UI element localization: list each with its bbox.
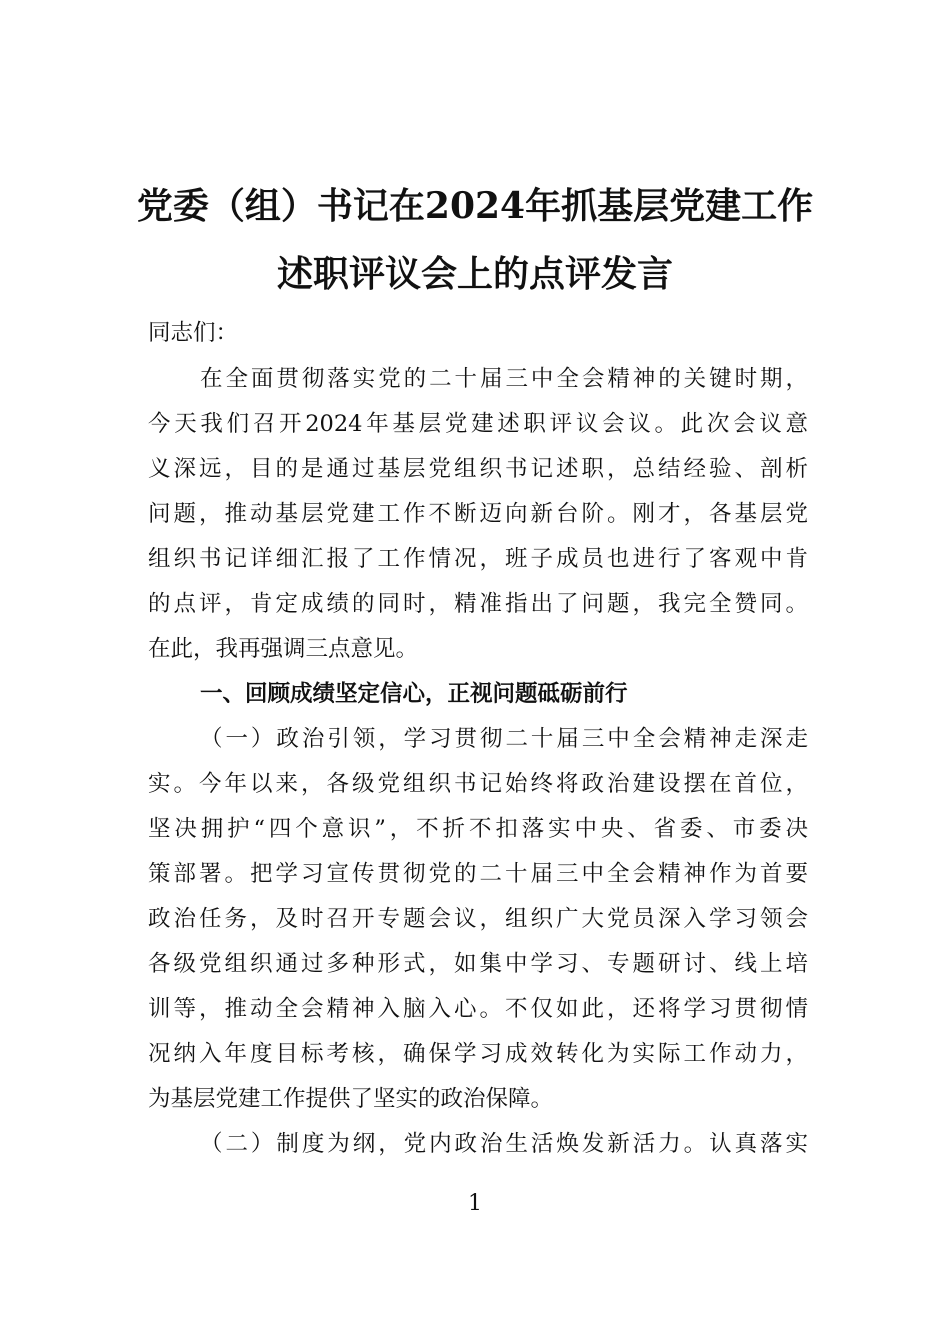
paragraph-line: 训等，推动全会精神入脑入心。不仅如此，还将学习贯彻情	[148, 996, 808, 1022]
paragraph-line: 问题，推动基层党建工作不断迈向新台阶。刚才，各基层党	[148, 501, 808, 527]
paragraph-line: 坚决拥护“四个意识”，不折不扣落实中央、省委、市委决	[148, 816, 808, 842]
paragraph-line: 策部署。把学习宣传贯彻党的二十届三中全会精神作为首要	[148, 861, 808, 887]
page-number: 1	[468, 1191, 482, 1216]
paragraph-line: 在此，我再强调三点意见。	[148, 636, 419, 662]
paragraph-line: 实。今年以来，各级党组织书记始终将政治建设摆在首位，	[148, 771, 808, 797]
paragraph-line: 况纳入年度目标考核，确保学习成效转化为实际工作动力，	[148, 1041, 808, 1067]
document-title-line-2: 述职评议会上的点评发言	[276, 253, 673, 295]
paragraph-line: （二）制度为纲，党内政治生活焕发新活力。认真落实	[200, 1131, 808, 1157]
paragraph-line: （一）政治引领，学习贯彻二十届三中全会精神走深走	[200, 726, 808, 752]
paragraph-line: 今天我们召开2024年基层党建述职评议会议。此次会议意	[148, 411, 808, 437]
paragraph-line: 政治任务，及时召开专题会议，组织广大党员深入学习领会	[148, 906, 808, 932]
paragraph-line: 在全面贯彻落实党的二十届三中全会精神的关键时期，	[200, 366, 808, 392]
paragraph-line: 组织书记详细汇报了工作情况，班子成员也进行了客观中肯	[148, 546, 808, 572]
paragraph-line: 各级党组织通过多种形式，如集中学习、专题研讨、线上培	[148, 951, 808, 977]
section-heading: 一、回顾成绩坚定信心，正视问题砥砺前行	[200, 681, 628, 707]
paragraph-line: 义深远，目的是通过基层党组织书记述职，总结经验、剖析	[148, 456, 808, 482]
paragraph-line: 为基层党建工作提供了坚实的政治保障。	[148, 1086, 554, 1112]
document-title-line-1: 党委（组）书记在2024年抓基层党建工作	[136, 185, 814, 227]
salutation: 同志们：	[148, 320, 239, 346]
paragraph-line: 的点评，肯定成绩的同时，精准指出了问题，我完全赞同。	[148, 591, 808, 617]
